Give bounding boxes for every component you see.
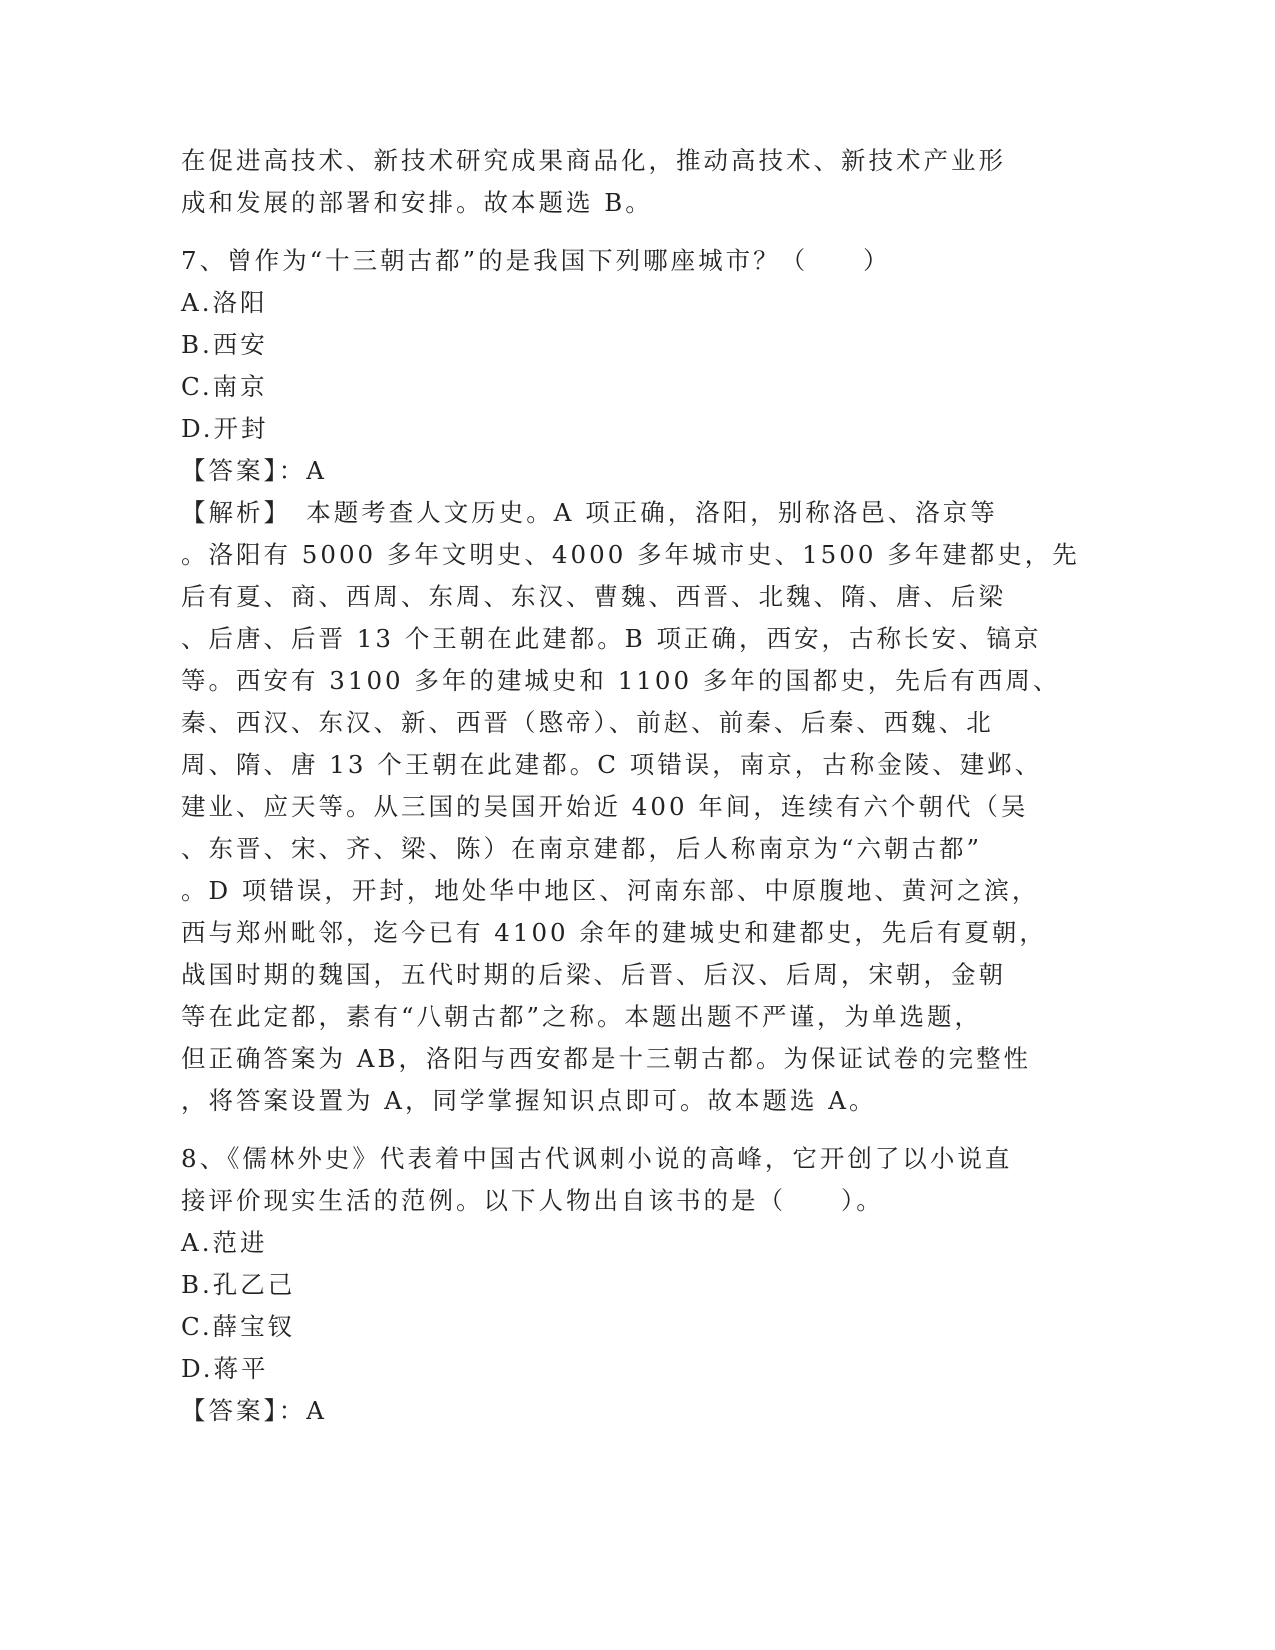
option-c: C.薛宝钗	[181, 1312, 296, 1341]
text-line: 成和发展的部署和安排。故本题选 B。	[181, 188, 653, 217]
question-7	[181, 240, 1080, 1122]
question-8	[181, 1138, 1041, 1432]
analysis-line: ，将答案设置为 A，同学掌握知识点即可。故本题选 A。	[181, 1086, 877, 1115]
analysis-line: 、东晋、宋、齐、梁、陈）在南京建都，后人称南京为“六朝古都”	[181, 834, 983, 863]
question-stem: 7、曾作为“十三朝古都”的是我国下列哪座城市？（ ）	[181, 246, 891, 275]
answer-line: 【答案】：A	[181, 456, 327, 485]
analysis-line: 。D 项错误，开封，地处华中地区、河南东部、中原腹地、黄河之滨，	[181, 876, 1040, 905]
analysis-line: 建业、应天等。从三国的吴国开始近 400 年间，连续有六个朝代（吴	[181, 792, 1029, 821]
option-a: A.范进	[181, 1228, 268, 1257]
option-d: D.蒋平	[181, 1354, 269, 1383]
analysis-line: 【解析】 本题考查人文历史。A 项正确，洛阳，别称洛邑、洛京等	[181, 498, 998, 527]
analysis-line: 、后唐、后晋 13 个王朝在此建都。B 项正确，西安，古称长安、镐京	[181, 624, 1042, 653]
spacer	[181, 224, 1041, 240]
analysis-line: 等。西安有 3100 多年的建城史和 1100 多年的国都史，先后有西周、	[181, 666, 1061, 695]
option-d: D.开封	[181, 414, 269, 443]
analysis-line: 战国时期的魏国，五代时期的后梁、后晋、后汉、后周，宋朝，金朝	[181, 960, 1006, 989]
option-b: B.孔乙己	[181, 1270, 296, 1299]
question-stem: 接评价现实生活的范例。以下人物出自该书的是（ ）。	[181, 1186, 884, 1215]
question-stem: 8、《儒林外史》代表着中国古代讽刺小说的高峰，它开创了以小说直	[181, 1144, 1013, 1173]
answer-line: 【答案】：A	[181, 1396, 327, 1425]
document-body	[181, 140, 1080, 1432]
analysis-line: 但正确答案为 AB，洛阳与西安都是十三朝古都。为保证试卷的完整性	[181, 1044, 1031, 1073]
analysis-line: 秦、西汉、东汉、新、西晋（愍帝）、前赵、前秦、后秦、西魏、北	[181, 708, 994, 737]
analysis-line: 周、隋、唐 13 个王朝在此建都。C 项错误，南京，古称金陵、建邺、	[181, 750, 1043, 779]
previous-analysis-tail	[181, 140, 1041, 224]
analysis-line: 后有夏、商、西周、东周、东汉、曹魏、西晋、北魏、隋、唐、后梁	[181, 582, 1006, 611]
text-line: 在促进高技术、新技术研究成果商品化，推动高技术、新技术产业形	[181, 146, 1006, 175]
option-c: C.南京	[181, 372, 268, 401]
analysis-block	[181, 492, 1080, 1122]
analysis-line: 西与郑州毗邻，迄今已有 4100 余年的建城史和建都史，先后有夏朝，	[181, 918, 1047, 947]
option-a: A.洛阳	[181, 288, 268, 317]
analysis-line: 等在此定都，素有“八朝古都”之称。本题出题不严谨，为单选题，	[181, 1002, 983, 1031]
analysis-line: 。洛阳有 5000 多年文明史、4000 多年城市史、1500 多年建都史，先	[181, 540, 1080, 569]
option-b: B.西安	[181, 330, 268, 359]
spacer	[181, 1122, 1041, 1138]
